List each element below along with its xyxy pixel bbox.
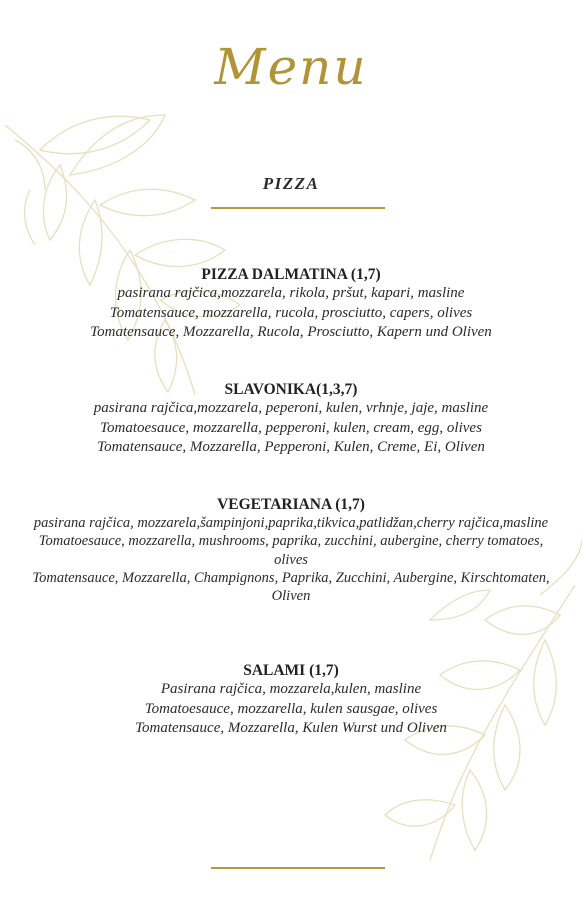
item-description-hr: pasirana rajčica,mozzarela, peperoni, kulen, vrhnje, jaje, masline [93, 400, 489, 416]
menu-item [30, 380, 552, 458]
section-title: PIZZA [262, 174, 320, 193]
item-description-hr: pasirana rajčica, mozzarela,šampinjoni,paprika,tikvica,patlidžan,cherry rajčica,masline [33, 515, 549, 531]
item-description-hr: Pasirana rajčica, mozzarela,kulen, masline [160, 681, 422, 697]
item-description-en: Tomatensauce, mozzarella, rucola, prosciutto, capers, olives [109, 304, 473, 321]
item-description-en: Tomatoesauce, mozzarella, kulen sausgae, olives [144, 700, 438, 717]
item-description-en: Tomatoesauce, mozzarella, mushrooms, paprika, zucchini, aubergine, cherry tomatoes, olives [38, 533, 544, 568]
menu-title: Menu [214, 38, 368, 96]
item-description-en: Tomatoesauce, mozzarella, pepperoni, kulen, cream, egg, olives [100, 419, 482, 436]
menu-item [30, 661, 552, 739]
menu-item [30, 265, 552, 343]
item-name: VEGETARIANA (1,7) [217, 496, 365, 513]
item-description-de: Tomatensauce, Mozzarella, Pepperoni, Kulen, Creme, Ei, Oliven [97, 439, 485, 455]
item-description-de: Tomatensauce, Mozzarella, Rucola, Prosciutto, Kapern und Oliven [90, 324, 492, 340]
top-divider [211, 207, 385, 209]
item-name: PIZZA DALMATINA (1,7) [201, 266, 381, 283]
item-description-hr: pasirana rajčica,mozzarela, rikola, pršut, kapari, masline [117, 285, 465, 301]
menu-item [30, 495, 552, 605]
item-name: SALAMI (1,7) [243, 662, 339, 679]
bottom-divider [211, 867, 385, 869]
item-description-de: Tomatensauce, Mozzarella, Kulen Wurst und Oliven [135, 720, 447, 736]
item-name: SLAVONIKA(1,3,7) [224, 381, 358, 398]
item-description-de: Tomatensauce, Mozzarella, Champignons, Paprika, Zucchini, Aubergine, Kirschtomaten, Oliven [32, 569, 550, 605]
